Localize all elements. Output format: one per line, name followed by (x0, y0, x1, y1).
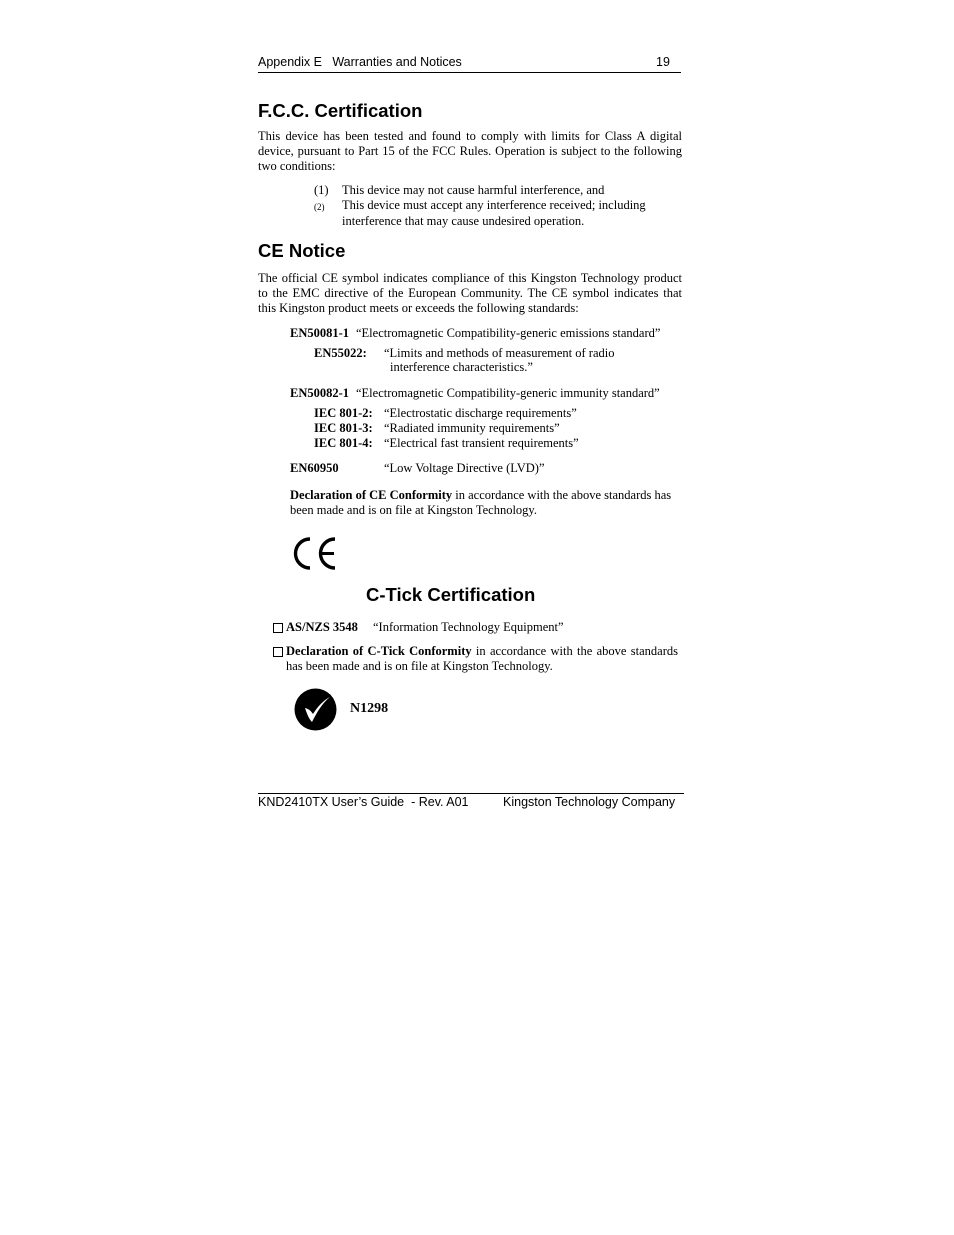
ctick-supplier-code: N1298 (350, 701, 389, 716)
running-header (258, 55, 681, 73)
ce-declaration-rest: in accordance with the above standards has (452, 488, 672, 502)
fcc-condition-number: (2) (314, 202, 325, 212)
ctick-heading: C-Tick Certification (366, 584, 536, 605)
ce-declaration-line (290, 488, 682, 503)
standard-code: EN50082-1 (290, 386, 350, 400)
ce-paragraph-line: The official CE symbol indicates compliance of this Kingston Technology product (258, 271, 682, 285)
standard-code: IEC 801-2: (314, 406, 373, 420)
ce-paragraph (258, 271, 682, 316)
fcc-paragraph (258, 129, 682, 174)
footer-company: Kingston Technology Company (503, 795, 676, 809)
checkbox-bullet-icon (273, 647, 283, 657)
header-section-title: Appendix E Warranties and Notices (258, 55, 462, 69)
standard-code: EN60950 (290, 461, 339, 475)
c-tick-mark-icon (294, 688, 337, 731)
ce-declaration-bold: Declaration of CE Conformity (290, 488, 453, 502)
standard-description: interference characteristics.” (390, 360, 533, 374)
standard-description: “Radiated immunity requirements” (384, 421, 560, 435)
fcc-paragraph-line: This device has been tested and found to comply with limits for Class A digital (258, 129, 682, 143)
ctick-declaration (286, 644, 678, 674)
standard-description: “Electrical fast transient requirements” (384, 436, 579, 450)
footer-guide-title: KND2410TX User’s Guide - Rev. A01 (258, 795, 469, 809)
standard-description: “Information Technology Equipment” (373, 620, 564, 634)
fcc-condition-text: interference that may cause undesired operation. (342, 214, 585, 228)
checkbox-bullet-icon (273, 623, 283, 633)
ce-declaration (290, 488, 682, 518)
header-page-number: 19 (656, 55, 670, 69)
fcc-condition-text: This device may not cause harmful interference, and (342, 183, 605, 197)
standard-code: EN55022: (314, 346, 367, 360)
standard-description: “Low Voltage Directive (LVD)” (384, 461, 545, 475)
standard-description: “Electrostatic discharge requirements” (384, 406, 577, 420)
ce-paragraph-line: to the EMC directive of the European Community. The CE symbol indicates that (258, 286, 682, 300)
ctick-declaration-line (286, 644, 678, 659)
fcc-heading: F.C.C. Certification (258, 100, 423, 121)
standard-description: “Electromagnetic Compatibility-generic immunity standard” (356, 386, 660, 400)
ctick-declaration-rest: in accordance with the above standards (471, 644, 678, 658)
ce-mark-icon (291, 536, 339, 571)
standard-code: AS/NZS 3548 (286, 620, 358, 634)
fcc-paragraph-line: two conditions: (258, 159, 336, 173)
standard-description: “Limits and methods of measurement of radio (384, 346, 615, 360)
ce-paragraph-line: this Kingston product meets or exceeds the following standards: (258, 301, 579, 315)
ce-declaration-line: been made and is on file at Kingston Technology. (290, 503, 537, 517)
fcc-paragraph-line: device, pursuant to Part 15 of the FCC Rules. Operation is subject to the following (258, 144, 682, 158)
ctick-declaration-line: has been made and is on file at Kingston Technology. (286, 659, 553, 673)
standard-code: EN50081-1 (290, 326, 350, 340)
standard-description: “Electromagnetic Compatibility-generic emissions standard” (356, 326, 661, 340)
standard-code: IEC 801-4: (314, 436, 373, 450)
ce-heading: CE Notice (258, 240, 346, 261)
standard-code: IEC 801-3: (314, 421, 373, 435)
fcc-condition-number: (1) (314, 183, 329, 197)
running-footer (258, 793, 684, 814)
ctick-declaration-bold: Declaration of C-Tick Conformity (286, 644, 472, 658)
fcc-condition-text: This device must accept any interference received; including (342, 198, 646, 212)
